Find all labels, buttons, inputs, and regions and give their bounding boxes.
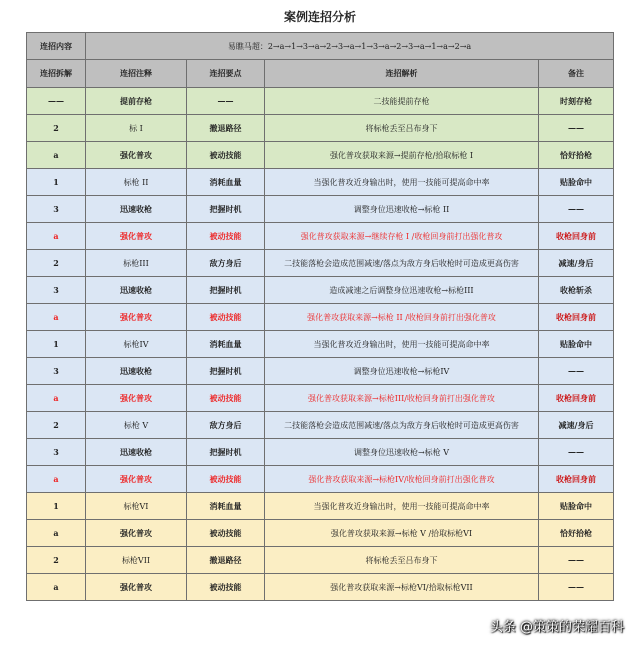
key-point-cell: 消耗血量 xyxy=(187,331,265,358)
table-row xyxy=(27,223,614,250)
annotation-cell: 强化普攻 xyxy=(86,574,187,601)
key-point-cell: 消耗血量 xyxy=(187,169,265,196)
key-point-cell: 把握时机 xyxy=(187,439,265,466)
analysis-cell: 二技能提前存枪 xyxy=(265,88,539,115)
note-cell: 贴脸命中 xyxy=(539,331,614,358)
note-cell: —— xyxy=(539,358,614,385)
table-row xyxy=(27,574,614,601)
table-row xyxy=(27,547,614,574)
annotation-cell: 迅速收枪 xyxy=(86,277,187,304)
note-cell: 收枪斩杀 xyxy=(539,277,614,304)
table-row xyxy=(27,520,614,547)
step-cell: 3 xyxy=(27,196,86,223)
analysis-cell: 将标枪丢至吕布身下 xyxy=(265,115,539,142)
annotation-cell: 提前存枪 xyxy=(86,88,187,115)
analysis-cell: 强化普攻获取来源→标枪III/收枪回身前打出强化普攻 xyxy=(265,385,539,412)
note-cell: —— xyxy=(539,439,614,466)
analysis-cell: 强化普攻获取来源→标枪 II /收枪回身前打出强化普攻 xyxy=(265,304,539,331)
key-point-cell: 敌方身后 xyxy=(187,412,265,439)
note-cell: 恰好拾枪 xyxy=(539,520,614,547)
note-cell: 贴脸命中 xyxy=(539,493,614,520)
key-point-cell: —— xyxy=(187,88,265,115)
note-cell: —— xyxy=(539,547,614,574)
annotation-cell: 标枪VII xyxy=(86,547,187,574)
analysis-cell: 二技能落枪会造成范围减速/落点为敌方身后收枪时可造成更高伤害 xyxy=(265,250,539,277)
analysis-cell: 强化普攻获取来源→标枪IV/收枪回身前打出强化普攻 xyxy=(265,466,539,493)
step-cell: a xyxy=(27,142,86,169)
combo-content-row xyxy=(27,33,614,60)
step-cell: a xyxy=(27,574,86,601)
table-row xyxy=(27,493,614,520)
combo-sequence: 易瞧马超：2→a→1→3→a→2→3→a→1→3→a→2→3→a→1→a→2→a xyxy=(86,33,614,60)
annotation-cell: 标枪 II xyxy=(86,169,187,196)
watermark: 头条 @策策的荣耀百科 xyxy=(489,620,624,635)
step-cell: 1 xyxy=(27,493,86,520)
annotation-cell: 迅速收枪 xyxy=(86,196,187,223)
annotation-cell: 标枪 V xyxy=(86,412,187,439)
annotation-cell: 强化普攻 xyxy=(86,520,187,547)
note-cell: 收枪回身前 xyxy=(539,304,614,331)
header-note: 备注 xyxy=(539,60,614,88)
table-row xyxy=(27,466,614,493)
annotation-cell: 标 I xyxy=(86,115,187,142)
key-point-cell: 把握时机 xyxy=(187,196,265,223)
step-cell: 1 xyxy=(27,331,86,358)
key-point-cell: 被动技能 xyxy=(187,574,265,601)
analysis-cell: 强化普攻获取来源→标枪VI/拾取标枪VII xyxy=(265,574,539,601)
analysis-cell: 强化普攻获取来源→标枪 V /拾取标枪VI xyxy=(265,520,539,547)
step-cell: —— xyxy=(27,88,86,115)
step-cell: 2 xyxy=(27,250,86,277)
table-row xyxy=(27,196,614,223)
step-cell: 3 xyxy=(27,277,86,304)
analysis-cell: 造成减速之后调整身位迅速收枪→标枪III xyxy=(265,277,539,304)
header-analysis: 连招解析 xyxy=(265,60,539,88)
table-row xyxy=(27,331,614,358)
annotation-cell: 强化普攻 xyxy=(86,466,187,493)
key-point-cell: 撤退路径 xyxy=(187,115,265,142)
table-row xyxy=(27,412,614,439)
annotation-cell: 强化普攻 xyxy=(86,142,187,169)
analysis-cell: 强化普攻获取来源→提前存枪/拾取标枪 I xyxy=(265,142,539,169)
key-point-cell: 被动技能 xyxy=(187,385,265,412)
analysis-cell: 当强化普攻近身输出时，使用一技能可提高命中率 xyxy=(265,493,539,520)
key-point-cell: 被动技能 xyxy=(187,142,265,169)
step-cell: a xyxy=(27,223,86,250)
step-cell: a xyxy=(27,466,86,493)
note-cell: 收枪回身前 xyxy=(539,385,614,412)
note-cell: 恰好拾枪 xyxy=(539,142,614,169)
header-step: 连招拆解 xyxy=(27,60,86,88)
note-cell: —— xyxy=(539,574,614,601)
annotation-cell: 迅速收枪 xyxy=(86,439,187,466)
key-point-cell: 把握时机 xyxy=(187,277,265,304)
table-row xyxy=(27,250,614,277)
step-cell: a xyxy=(27,385,86,412)
key-point-cell: 把握时机 xyxy=(187,358,265,385)
annotation-cell: 标枪IV xyxy=(86,331,187,358)
analysis-cell: 将标枪丢至吕布身下 xyxy=(265,547,539,574)
table-row xyxy=(27,439,614,466)
annotation-cell: 强化普攻 xyxy=(86,385,187,412)
analysis-cell: 当强化普攻近身输出时，使用一技能可提高命中率 xyxy=(265,169,539,196)
table-row xyxy=(27,304,614,331)
table-row xyxy=(27,169,614,196)
table-row xyxy=(27,142,614,169)
document-title: 案例连招分析 xyxy=(283,10,356,24)
column-header-row xyxy=(27,60,614,88)
key-point-cell: 敌方身后 xyxy=(187,250,265,277)
note-cell: 时刻存枪 xyxy=(539,88,614,115)
analysis-cell: 调整身位迅速收枪→标枪 V xyxy=(265,439,539,466)
table-row xyxy=(27,385,614,412)
key-point-cell: 被动技能 xyxy=(187,304,265,331)
key-point-cell: 被动技能 xyxy=(187,520,265,547)
analysis-cell: 调整身位迅速收枪→标枪IV xyxy=(265,358,539,385)
step-cell: 3 xyxy=(27,358,86,385)
header-annotation: 连招注释 xyxy=(86,60,187,88)
header-key-point: 连招要点 xyxy=(187,60,265,88)
annotation-cell: 标枪III xyxy=(86,250,187,277)
table-row xyxy=(27,358,614,385)
step-cell: a xyxy=(27,304,86,331)
analysis-cell: 二技能落枪会造成范围减速/落点为敌方身后收枪时可造成更高伤害 xyxy=(265,412,539,439)
combo-analysis-table xyxy=(26,32,614,601)
note-cell: 收枪回身前 xyxy=(539,466,614,493)
analysis-cell: 调整身位迅速收枪→标枪 II xyxy=(265,196,539,223)
annotation-cell: 强化普攻 xyxy=(86,223,187,250)
combo-content-label: 连招内容 xyxy=(27,33,86,60)
key-point-cell: 被动技能 xyxy=(187,466,265,493)
annotation-cell: 标枪VI xyxy=(86,493,187,520)
note-cell: —— xyxy=(539,115,614,142)
key-point-cell: 消耗血量 xyxy=(187,493,265,520)
note-cell: 收枪回身前 xyxy=(539,223,614,250)
note-cell: 减速/身后 xyxy=(539,250,614,277)
step-cell: a xyxy=(27,520,86,547)
analysis-cell: 当强化普攻近身输出时，使用一技能可提高命中率 xyxy=(265,331,539,358)
table-row xyxy=(27,88,614,115)
key-point-cell: 被动技能 xyxy=(187,223,265,250)
step-cell: 3 xyxy=(27,439,86,466)
note-cell: 贴脸命中 xyxy=(539,169,614,196)
step-cell: 2 xyxy=(27,412,86,439)
step-cell: 1 xyxy=(27,169,86,196)
note-cell: 减速/身后 xyxy=(539,412,614,439)
step-cell: 2 xyxy=(27,115,86,142)
table-row xyxy=(27,115,614,142)
annotation-cell: 强化普攻 xyxy=(86,304,187,331)
table-row xyxy=(27,277,614,304)
annotation-cell: 迅速收枪 xyxy=(86,358,187,385)
analysis-cell: 强化普攻获取来源→继续存枪 I /收枪回身前打出强化普攻 xyxy=(265,223,539,250)
step-cell: 2 xyxy=(27,547,86,574)
note-cell: —— xyxy=(539,196,614,223)
key-point-cell: 撤退路径 xyxy=(187,547,265,574)
